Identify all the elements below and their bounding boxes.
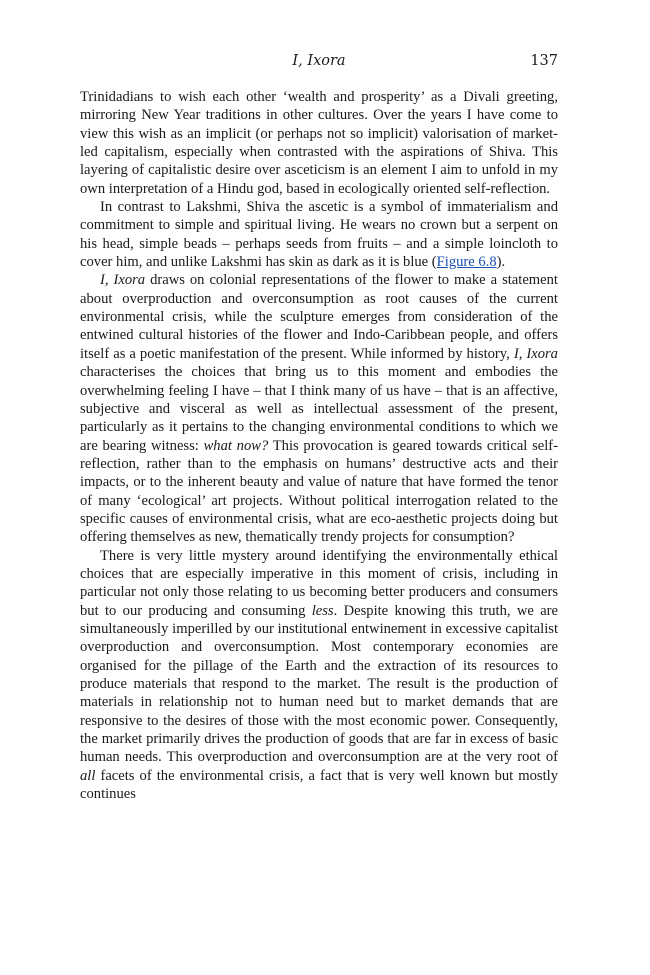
- paragraph-4-text-c: facets of the environmental crisis, a fact that is very well known but mostly continues: [80, 767, 558, 803]
- paragraph-1: Trinidadians to wish each other ‘wealth and prosperity’ as a Divali greeting, mirroring New Year traditions in other cultures. Over the years I have come to view this wish as an implicit (or perhaps not so implicit) valorisation of market-led capitalism, especially when contrasted with the aspirations of Shiva. This layering of capitalistic desire over asceticism is an element I aim to unfold in my own interpretation of a Hindu god, based in ecologically oriented self-reflection.: [80, 89, 558, 197]
- question-what-now: what now?: [203, 437, 269, 454]
- paragraph-3: [80, 271, 558, 546]
- paragraph-3-text-a: draws on colonial representations of the flower to make a statement about overproduction and overconsumption as root causes of the current environmental crisis, while the sculpture emerges from consideration of the entwined cultural histories of the flower and Indo-Caribbean people, and offers itself as a poetic manifestation of the present. While informed by history,: [80, 272, 558, 362]
- emphasis-less: less: [311, 602, 334, 619]
- artwork-title-2: I, Ixora: [513, 345, 558, 362]
- paragraph-4-text-b: . Despite knowing this truth, we are simultaneously imperilled by our institutional entwinement in excessive capitalist overproduction and overconsumption. Most contemporary economies are organised for the pillage of the Earth and the extraction of its resources to produce materials that respond to the market. The result is the production of materials in relationship not to human need but to market demands that are responsive to the desires of those with the most economic power. Consequently, the market primarily drives the production of goods that are far in excess of basic human needs. This overproduction and overconsumption are at the very root of: [80, 602, 559, 766]
- body-text: [80, 88, 558, 803]
- emphasis-all: all: [80, 767, 96, 784]
- paragraph-2-text: In contrast to Lakshmi, Shiva the ascetic is a symbol of immaterialism and commitment to simple and spiritual living. He wears no crown but a serpent on his head, simple beads – perhaps seeds from fruits – and a simple loincloth to cover him, and unlike Lakshmi has skin as dark as it is blue (: [80, 199, 558, 271]
- paragraph-3-text-b: characterises the choices that bring us to this moment and embodies the overwhelming feeling I have – that I think many of us have – that is an affective, subjective and visceral as well as intellectual assessment of the present, particularly as it pertains to the changing environmental conditions to which we are bearing witness:: [80, 364, 558, 454]
- artwork-title: I, Ixora: [100, 272, 146, 289]
- paragraph-2-end: ).: [496, 254, 506, 271]
- paragraph-4-text-a: There is very little mystery around identifying the environmentally ethical choices that are especially imperative in this moment of crisis, including in particular not only those relating to us becoming better producers and consumers but to our producing and consuming: [80, 547, 558, 619]
- paragraph-3-text-c: This provocation is geared towards critical self-reflection, rather than to the emphasis on humans’ destructive acts and their impacts, or to the inherent beauty and value of nature that have formed the tenor of many ‘ecological’ art projects. Without political interrogation related to the specific causes of environmental crisis, what are eco-aesthetic projects doing but offering themselves as new, thematically trendy projects for consumption?: [80, 437, 559, 546]
- running-title: I, Ixora: [292, 53, 346, 69]
- paragraph-2: [80, 198, 558, 271]
- paragraph-4: [80, 547, 558, 804]
- page-number: 137: [530, 53, 558, 69]
- figure-6-8-link[interactable]: Figure 6.8: [436, 254, 497, 271]
- running-head: [80, 50, 558, 72]
